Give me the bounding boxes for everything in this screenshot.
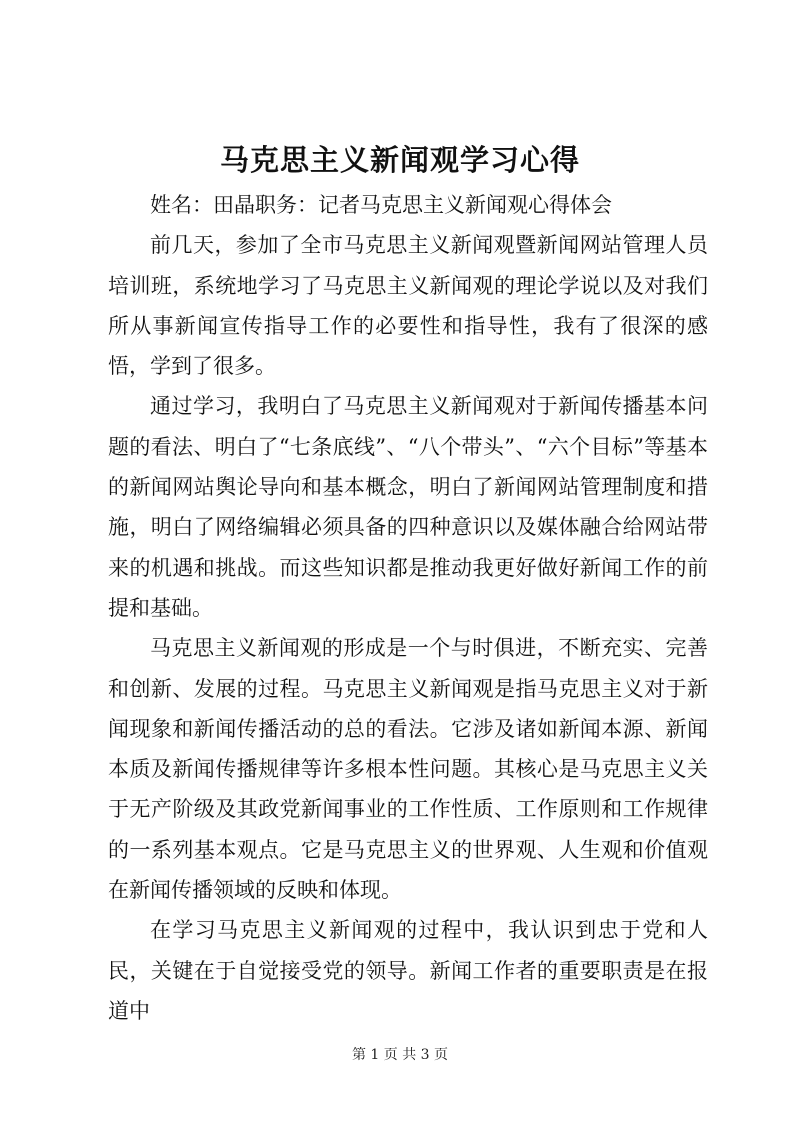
paragraph-3: 马克思主义新闻观的形成是一个与时俱进，不断充实、完善和创新、发展的过程。马克思主义新闻观是指马克思主义对于新闻现象和新闻传播活动的总的看法。它涉及诸如新闻本源、新闻本质及新闻传播规律等许多根本性问题。其核心是马克思主义关于无产阶级及其政党新闻事业的工作性质、工作原则和工作规律的一系列基本观点。它是马克思主义的世界观、人生观和价值观在新闻传播领域的反映和体现。 (108, 636, 708, 903)
document-body (108, 185, 708, 1031)
author-line: 姓名：田晶职务：记者马克思主义新闻观心得体会 (150, 193, 612, 217)
page-footer: 第 1 页 共 3 页 (351, 1047, 449, 1063)
paragraph-1: 前几天，参加了全市马克思主义新闻观暨新闻网站管理人员培训班，系统地学习了马克思主义新闻观的理论学说以及对我们所从事新闻宣传指导工作的必要性和指导性，我有了很深的感悟，学到了很多。 (108, 233, 708, 379)
paragraph-2: 通过学习，我明白了马克思主义新闻观对于新闻传播基本问题的看法、明白了“七条底线”、“八个带头”、“六个目标”等基本的新闻网站舆论导向和基本概念，明白了新闻网站管理制度和措施，明白了网络编辑必须具备的四种意识以及媒体融合给网站带来的机遇和挑战。而这些知识都是推动我更好做好新闻工作的前提和基础。 (108, 394, 708, 620)
document-title: 马克思主义新闻观学习心得 (219, 143, 580, 177)
paragraph-4: 在学习马克思主义新闻观的过程中，我认识到忠于党和人民，关键在于自觉接受党的领导。新闻工作者的重要职责是在报道中 (108, 918, 708, 1023)
